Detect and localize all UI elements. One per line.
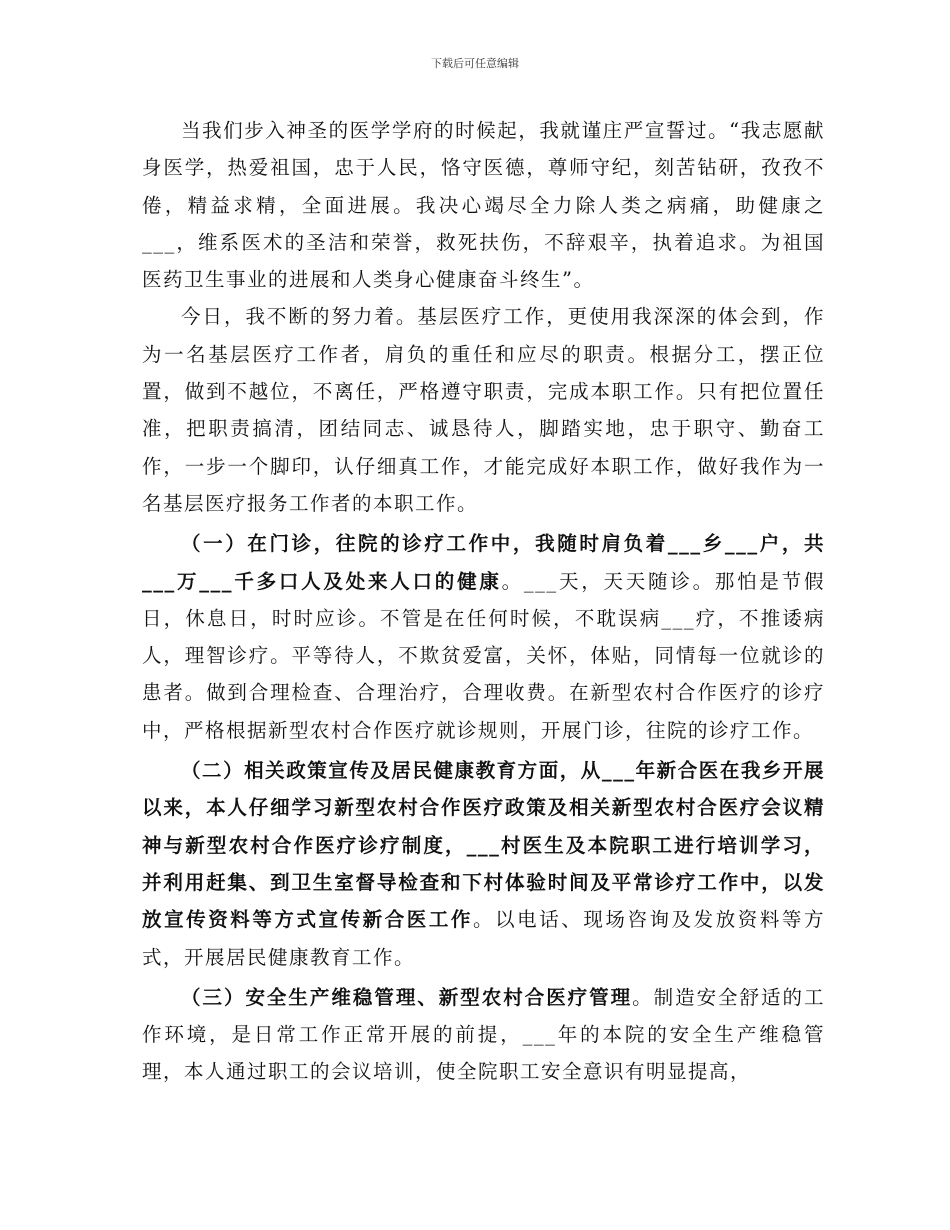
paragraph-text: 。制造安全舒适的工作环境，是日常工作正常开展的前提，___年的本院的安全生产维稳管理，本人通过职工的会议培训，使全院职工安全意识有明显提高， — [142, 985, 825, 1084]
paragraph-today — [142, 298, 825, 522]
paragraph-text: 当我们步入神圣的医学学府的时候起，我就谨庄严宣誓过。“我志愿献身医学，热爱祖国，忠于人民，恪守医德，尊师守纪，刻苦钻研，孜孜不倦，精益求精，全面进展。我决心竭尽全力除人类之病痛，助健康之___，维系医术的圣洁和荣誉，救死扶伤，不辞艰辛，执着追求。为祖国医药卫生事业的进展和人类身心健康奋斗终生”。 — [142, 119, 825, 292]
page-header: 下载后可任意编辑 — [431, 57, 519, 70]
document-body — [142, 112, 825, 1091]
section-heading: （三）安全生产维稳管理、新型农村合医疗管理 — [181, 985, 633, 1009]
paragraph-section-3 — [142, 979, 825, 1091]
paragraph-section-1 — [142, 525, 825, 749]
section-heading: （二）相关政策宣传及居民健康教育方面，从___年新合医在我乡开展以来，本人仔细学习新型农村合作医疗政策及相关新型农村合医疗会议精神与新型农村合作医疗诊疗制度，___村医生及本院职工进行培训学习，并利用赶集、到卫生室督导检查和下村体验时间及平常诊疗工作中，以发放宣传资料等方式宣传新合医工作 — [142, 759, 825, 932]
paragraph-section-2 — [142, 752, 825, 976]
paragraph-oath — [142, 112, 825, 298]
paragraph-text: 。以电话、现场咨询及发放资料等方式，开展居民健康教育工作。 — [142, 908, 825, 969]
section-heading: （一）在门诊，往院的诊疗工作中，我随时肩负着___乡___户，共___万___千多口人及处来人口的健康 — [142, 532, 825, 593]
paragraph-text: 。___天，天天随诊。那怕是节假日，休息日，时时应诊。不管是在任何时候，不耽误病___疗，不推诿病人，理智诊疗。平等待人，不欺贫爱富，关怀，体贴，同情每一位就诊的患者。做到合理检查、合理治疗，合理收费。在新型农村合作医疗的诊疗中，严格根据新型农村合作医疗就诊规则，开展门诊，往院的诊疗工作。 — [142, 569, 825, 742]
paragraph-text: 今日，我不断的努力着。基层医疗工作，更使用我深深的体会到，作为一名基层医疗工作者，肩负的重任和应尽的职责。根据分工，摆正位置，做到不越位，不离任，严格遵守职责，完成本职工作。只有把位置任准，把职责搞清，团结同志、诚恳待人，脚踏实地，忠于职守、勤奋工作，一步一个脚印，认仔细真工作，才能完成好本职工作，做好我作为一名基层医疗报务工作者的本职工作。 — [142, 305, 825, 515]
